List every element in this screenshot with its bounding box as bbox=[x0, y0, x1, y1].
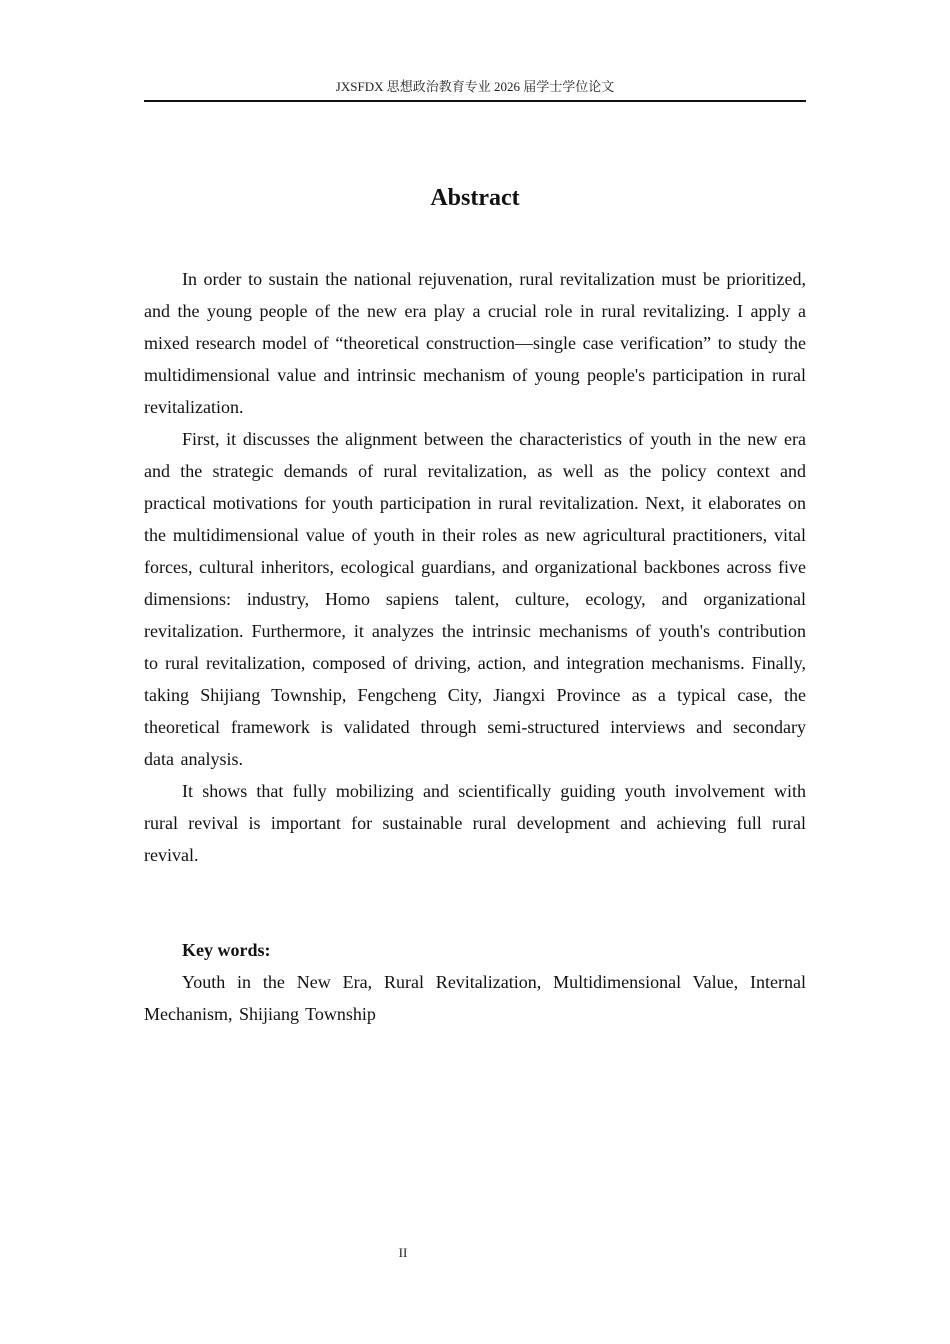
abstract-paragraph-1: In order to sustain the national rejuvenation, rural revitalization must be prioritized, and the young people of the new era play a crucial role in rural revitalizing. I apply a mixed research model of “theoretical construction—single case verification” to study the multidimensional value and intrinsic mechanism of young people's participation in rural revitalization. bbox=[144, 269, 806, 417]
header-divider bbox=[144, 100, 806, 102]
page-number: II bbox=[398, 1245, 408, 1260]
keywords-section bbox=[144, 934, 806, 1030]
keywords-text: Youth in the New Era, Rural Revitalization, Multidimensional Value, Internal Mechanism, Shijiang Township bbox=[144, 972, 806, 1024]
page-title: Abstract bbox=[430, 185, 520, 211]
abstract-body bbox=[144, 263, 806, 871]
keywords-label: Key words: bbox=[182, 940, 271, 960]
abstract-paragraph-2: First, it discusses the alignment between the characteristics of youth in the new era and the strategic demands of rural revitalization, as well as the policy context and practical motivations for youth participation in rural revitalization. Next, it elaborates on the multidimensional value of youth in their roles as new agricultural practitioners, vital forces, cultural inheritors, ecological guardians, and organizational backbones across five dimensions: industry, Homo sapiens talent, culture, ecology, and organizational revitalization. Furthermore, it analyzes the intrinsic mechanisms of youth's contribution to rural revitalization, composed of driving, action, and integration mechanisms. Finally, taking Shijiang Township, Fengcheng City, Jiangxi Province as a typical case, the theoretical framework is validated through semi-structured interviews and secondary data analysis. bbox=[144, 429, 806, 769]
running-header: JXSFDX 思想政治教育专业 2026 届学士学位论文 bbox=[335, 79, 615, 94]
abstract-paragraph-3: It shows that fully mobilizing and scientifically guiding youth involvement with rural revival is important for sustainable rural development and achieving full rural revival. bbox=[144, 781, 806, 865]
